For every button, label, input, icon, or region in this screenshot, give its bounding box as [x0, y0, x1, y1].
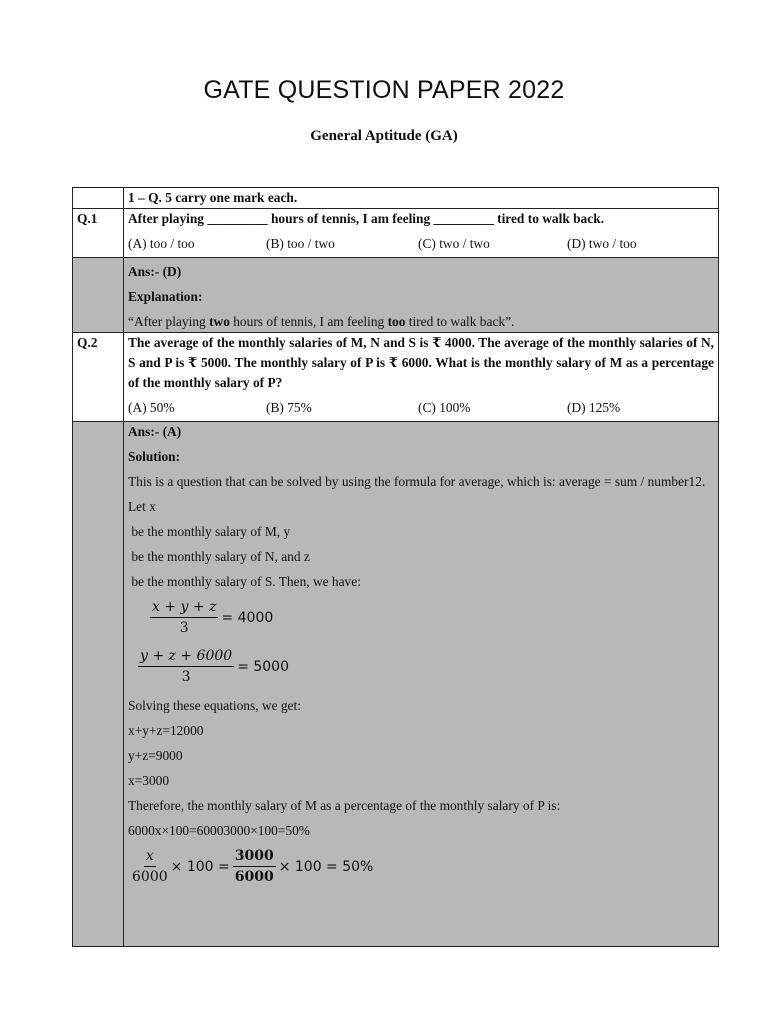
equation-1 — [150, 598, 714, 637]
q1-options — [128, 234, 714, 254]
q1-row — [73, 209, 719, 258]
q1-number: Q.1 — [73, 209, 124, 258]
q2-solution-body — [124, 422, 719, 947]
empty-cell — [73, 258, 124, 333]
page-subtitle: General Aptitude (GA) — [310, 128, 458, 144]
fraction-denominator: 3 — [181, 669, 191, 685]
q2-solution-row — [73, 422, 719, 947]
empty-cell — [73, 188, 124, 209]
fraction — [233, 847, 276, 886]
fraction-numerator: y + z + 6000 — [138, 647, 234, 667]
solution-intro: This is a question that can be solved by using the formula for average, which is: average = sum / number12. — [128, 474, 706, 489]
fraction-denominator: 3 — [179, 620, 189, 636]
question-table — [72, 187, 719, 947]
q1-option-d: (D) two / too — [567, 236, 637, 251]
fraction-denominator: 6000 — [234, 869, 274, 885]
q2-solution-label: Solution: — [128, 449, 181, 464]
q1-body — [124, 209, 719, 258]
section-note: 1 – Q. 5 carry one mark each. — [124, 188, 719, 209]
fraction — [138, 647, 234, 686]
section-note-row — [73, 188, 719, 209]
q2-number: Q.2 — [73, 333, 124, 422]
q1-explanation-label: Explanation: — [128, 289, 203, 304]
solution-solving: Solving these equations, we get: — [128, 698, 301, 713]
equation-3 — [132, 847, 714, 886]
explanation-text: hours of tennis, I am feeling — [229, 314, 388, 329]
solution-let: Let x — [128, 499, 156, 514]
page-title: GATE QUESTION PAPER 2022 — [203, 76, 565, 104]
q2-options — [128, 398, 714, 418]
q2-body — [124, 333, 719, 422]
fraction-numerator: x + y + z — [150, 598, 218, 618]
explanation-bold: two — [209, 314, 230, 329]
q1-option-c: (C) two / two — [418, 236, 490, 251]
solution-eq-3: x=3000 — [128, 773, 170, 788]
q2-option-a: (A) 50% — [128, 400, 175, 415]
solution-calc: 6000x×100=60003000×100=50% — [128, 823, 310, 838]
q1-explanation — [128, 312, 714, 332]
q2-question: The average of the monthly salaries of M, N and S is ₹ 4000. The average of the monthly salaries of N, S and P is ₹ 5000. The monthly salary of P is ₹ 6000. What is the monthly salary of M as a percentage of the monthly salary of P? — [128, 335, 714, 390]
q1-answer-row — [73, 258, 719, 333]
solution-eq-2: y+z=9000 — [128, 748, 183, 763]
solution-eq-1: x+y+z=12000 — [128, 723, 204, 738]
q2-option-d: (D) 125% — [567, 400, 621, 415]
explanation-text: tired to walk back”. — [405, 314, 515, 329]
q2-answer: Ans:- (A) — [128, 424, 182, 439]
equation-rhs: = 4000 — [221, 609, 274, 626]
solution-n: be the monthly salary of N, and z — [128, 549, 310, 564]
solution-therefore: Therefore, the monthly salary of M as a percentage of the monthly salary of P is: — [128, 798, 561, 813]
q1-option-a: (A) too / too — [128, 236, 195, 251]
q1-answer-body — [124, 258, 719, 333]
q2-option-c: (C) 100% — [418, 400, 471, 415]
q1-option-b: (B) too / two — [266, 236, 335, 251]
solution-m: be the monthly salary of M, y — [128, 524, 291, 539]
fraction — [132, 847, 168, 886]
explanation-text: “After playing — [128, 314, 210, 329]
solution-s: be the monthly salary of S. Then, we have: — [128, 574, 361, 589]
q1-answer: Ans:- (D) — [128, 264, 182, 279]
q2-row — [73, 333, 719, 422]
equation-rhs: = 5000 — [237, 658, 289, 675]
fraction — [150, 598, 218, 637]
q2-option-b: (B) 75% — [266, 400, 312, 415]
equation-2 — [138, 647, 714, 686]
fraction-denominator: 6000 — [132, 869, 168, 885]
q1-question: After playing _________ hours of tennis, I am feeling _________ tired to walk back. — [128, 211, 604, 226]
equation-rhs: × 100 = 50% — [278, 858, 374, 875]
explanation-bold: too — [387, 314, 406, 329]
empty-cell — [73, 422, 124, 947]
fraction-numerator: x — [144, 847, 156, 867]
fraction-numerator: 3000 — [233, 847, 276, 867]
equation-middle: × 100 = — [170, 858, 230, 875]
